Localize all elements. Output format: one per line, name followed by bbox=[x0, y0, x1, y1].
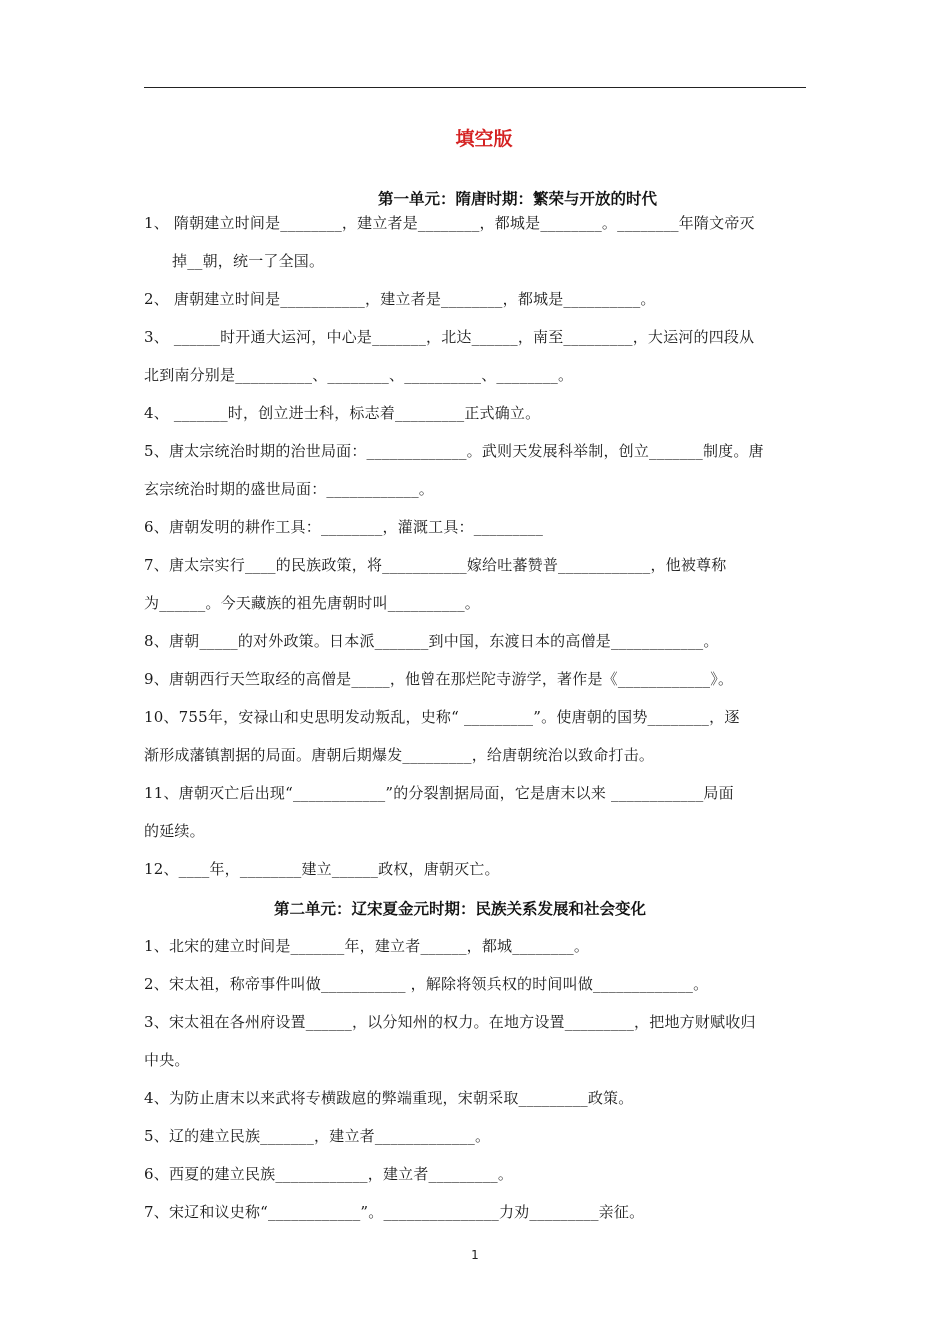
question-line: 1、北宋的建立时间是_______年，建立者______，都城________。 bbox=[144, 937, 590, 955]
question-line: 中央。 bbox=[144, 1051, 190, 1069]
question-line: 2、宋太祖，称帝事件叫做___________ ，解除将领兵权的时间叫做_____________。 bbox=[144, 975, 709, 993]
question-line: 5、辽的建立民族_______，建立者_____________。 bbox=[144, 1127, 491, 1145]
question-line: 1、 隋朝建立时间是________，建立者是________，都城是________。________年隋文帝灭 bbox=[144, 214, 755, 232]
unit-1-heading: 第一单元：隋唐时期：繁荣与开放的时代 bbox=[378, 190, 658, 208]
document-title: 填空版 bbox=[455, 128, 513, 150]
question-line: 12、____年，________建立______政权，唐朝灭亡。 bbox=[144, 860, 500, 878]
question-line: 的延续。 bbox=[144, 822, 205, 840]
question-line: 5、唐太宗统治时期的治世局面：_____________。武则天发展科举制，创立_______制度。唐 bbox=[144, 442, 764, 460]
question-line: 3、宋太祖在各州府设置______，以分知州的权力。在地方设置_________，把地方财赋收归 bbox=[144, 1013, 756, 1031]
question-line: 为______。今天藏族的祖先唐朝时叫__________。 bbox=[144, 594, 481, 612]
question-line: 掉__朝，统一了全国。 bbox=[172, 252, 325, 270]
question-line: 4、 _______时，创立进士科，标志着_________正式确立。 bbox=[144, 404, 541, 422]
question-line: 11、唐朝灭亡后出现“____________”的分裂割据局面，它是唐末以来 ____________局面 bbox=[144, 784, 734, 802]
question-line: 4、为防止唐末以来武将专横跋扈的弊端重现，宋朝采取_________政策。 bbox=[144, 1089, 634, 1107]
question-line: 玄宗统治时期的盛世局面：____________。 bbox=[144, 480, 435, 498]
question-line: 7、唐太宗实行____的民族政策，将___________嫁给吐蕃赞普____________，他被尊称 bbox=[144, 556, 727, 574]
question-line: 7、宋辽和议史称“____________”。_______________力劝_________亲征。 bbox=[144, 1203, 645, 1221]
header-rule bbox=[144, 87, 806, 88]
question-line: 10、755年，安禄山和史思明发动叛乱，史称“ _________”。使唐朝的国势________，逐 bbox=[144, 708, 740, 726]
unit-2-heading: 第二单元：辽宋夏金元时期：民族关系发展和社会变化 bbox=[274, 900, 647, 918]
question-line: 9、唐朝西行天竺取经的高僧是_____，他曾在那烂陀寺游学，著作是《____________》。 bbox=[144, 670, 734, 688]
question-line: 6、西夏的建立民族____________，建立者_________。 bbox=[144, 1165, 514, 1183]
question-line: 3、 ______时开通大运河，中心是_______，北达______，南至_________，大运河的四段从 bbox=[144, 328, 755, 346]
question-line: 北到南分别是__________、________、__________、________。 bbox=[144, 366, 574, 384]
question-line: 6、唐朝发明的耕作工具：________，灌溉工具：_________ bbox=[144, 518, 544, 536]
question-line: 渐形成藩镇割据的局面。唐朝后期爆发_________，给唐朝统治以致命打击。 bbox=[144, 746, 655, 764]
question-line: 8、唐朝_____的对外政策。日本派_______到中国，东渡日本的高僧是____________。 bbox=[144, 632, 719, 650]
page-number: 1 bbox=[471, 1248, 479, 1262]
question-line: 2、 唐朝建立时间是___________，建立者是________，都城是__________。 bbox=[144, 290, 656, 308]
